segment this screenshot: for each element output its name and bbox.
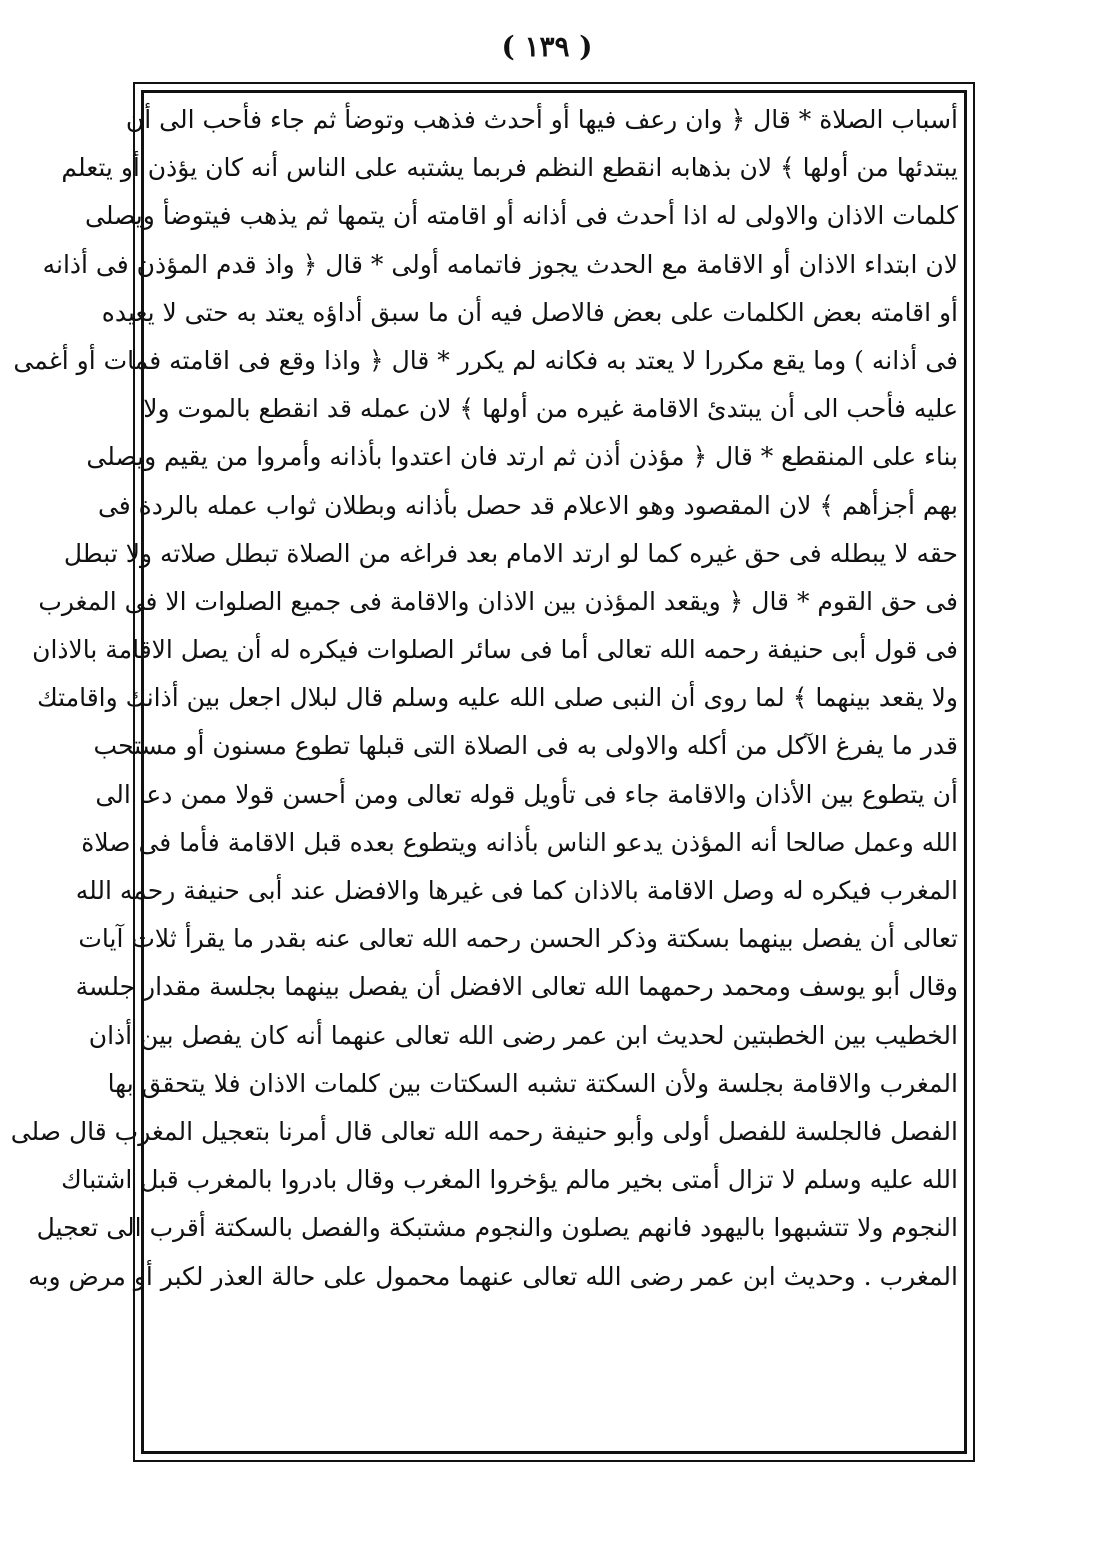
text-line: فى حق القوم * قال ﴿ ويقعد المؤذن بين الاذان والاقامة فى جميع الصلوات الا فى المغرب: [38, 586, 958, 616]
text-line: قدر ما يفرغ الآكل من أكله والاولى به فى الصلاة التى قبلها تطوع مسنون أو مستحب: [93, 731, 958, 761]
text-line: النجوم ولا تتشبهوا باليهود فانهم يصلون والنجوم مشتبكة والفصل بالسكتة أقرب الى تعجيل: [36, 1213, 958, 1243]
text-line: عليه فأحب الى أن يبتدئ الاقامة غيره من أولها ﴾ لان عمله قد انقطع بالموت ولا: [143, 394, 958, 424]
text-line: أن يتطوع بين الأذان والاقامة جاء فى تأويل قوله تعالى ومن أحسن قولا ممن دعا الى: [95, 779, 958, 809]
text-line: أسباب الصلاة * قال ﴿ وان رعف فيها أو أحدث فذهب وتوضأ ثم جاء فأحب الى أن: [125, 105, 958, 134]
text-line: المغرب والاقامة بجلسة ولأن السكتة تشبه السكتات بين كلمات الاذان فلا يتحقق بها: [107, 1068, 958, 1098]
text-line: ولا يقعد بينهما ﴾ لما روى أن النبى صلى الله عليه وسلم قال لبلال اجعل بين أذانك واقامتك: [37, 683, 958, 713]
text-line: الفصل فالجلسة للفصل أولى وأبو حنيفة رحمه الله تعالى قال أمرنا بتعجيل المغرب قال صلى: [10, 1116, 958, 1146]
text-line: فى قول أبى حنيفة رحمه الله تعالى أما فى سائر الصلوات فيكره له أن يصل الاقامة بالاذان: [32, 635, 958, 665]
text-line: أو اقامته بعض الكلمات على بعض فالاصل فيه أن ما سبق أداؤه يعتد به حتى لا يعيده: [101, 297, 958, 327]
text-line: حقه لا يبطله فى حق غيره كما لو ارتد الامام بعد فراغه من الصلاة تبطل صلاته ولا تبطل: [63, 538, 958, 568]
text-line: بناء على المنقطع * قال ﴿ مؤذن أذن ثم ارتد فان اعتدوا بأذانه وأمروا من يقيم ويصلى: [86, 442, 958, 472]
text-line: الخطيب بين الخطبتين لحديث ابن عمر رضى الله تعالى عنهما أنه كان يفصل بين أذان: [88, 1020, 958, 1050]
body-text: [10, 96, 958, 1446]
text-line: وقال أبو يوسف ومحمد رحمهما الله تعالى الافضل أن يفصل بينهما بجلسة مقدار جلسة: [75, 972, 958, 1002]
text-line: كلمات الاذان والاولى له اذا أحدث فى أذانه أو اقامته أن يتمها ثم يذهب فيتوضأ ويصلى: [84, 201, 958, 231]
text-line: لان ابتداء الاذان أو الاقامة مع الحدث يجوز فاتمامه أولى * قال ﴿ واذ قدم المؤذن فى أذانه: [42, 249, 958, 279]
text-line: الله وعمل صالحا أنه المؤذن يدعو الناس بأذانه ويتطوع بعده قبل الاقامة فأما فى صلاة: [81, 827, 958, 857]
text-line: الله عليه وسلم لا تزال أمتى بخير مالم يؤخروا المغرب وقال بادروا بالمغرب قبل اشتباك: [61, 1165, 958, 1195]
text-line: يبتدئها من أولها ﴾ لان بذهابه انقطع النظم فربما يشتبه على الناس أنه كان يؤذن أو يتعلم: [61, 153, 958, 183]
text-line: المغرب فيكره له وصل الاقامة بالاذان كما فى غيرها والافضل عند أبى حنيفة رحمه الله: [75, 876, 958, 905]
text-line: تعالى أن يفصل بينهما بسكتة وذكر الحسن رحمه الله تعالى عنه بقدر ما يقرأ ثلاث آيات: [78, 924, 958, 954]
text-line: المغرب . وحديث ابن عمر رضى الله تعالى عنهما محمول على حالة العذر لكبر أو مرض وبه: [28, 1261, 958, 1291]
text-line: بهم أجزأهم ﴾ لان المقصود وهو الاعلام قد حصل بأذانه وبطلان ثواب عمله بالردة فى: [97, 490, 958, 520]
text-line: فى أذانه ) وما يقع مكررا لا يعتد به فكانه لم يكرر * قال ﴿ واذا وقع فى اقامته فمات أو أغمى: [13, 345, 958, 375]
page-number: ( ١٣٩ ): [501, 30, 593, 63]
